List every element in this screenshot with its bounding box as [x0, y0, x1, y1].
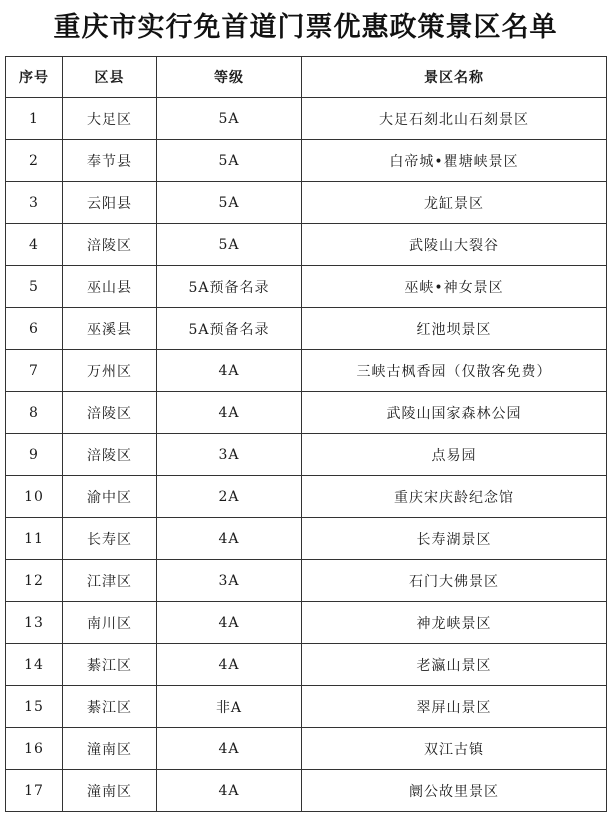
- column-header-district: 区县: [63, 57, 157, 98]
- table-row: [6, 140, 607, 182]
- column-header-scenic-name: 景区名称: [302, 57, 607, 98]
- table-row: [6, 392, 607, 434]
- grade-cell: 3A: [157, 434, 302, 476]
- table-row: [6, 182, 607, 224]
- grade-cell: 3A: [157, 560, 302, 602]
- grade-cell: 5A: [157, 140, 302, 182]
- scenic-name-cell: 红池坝景区: [302, 308, 607, 350]
- district-cell: 涪陵区: [63, 392, 157, 434]
- scenic-name-cell: 点易园: [302, 434, 607, 476]
- grade-cell: 5A: [157, 224, 302, 266]
- table-row: [6, 476, 607, 518]
- district-cell: 江津区: [63, 560, 157, 602]
- district-cell: 万州区: [63, 350, 157, 392]
- district-cell: 涪陵区: [63, 434, 157, 476]
- district-cell: 奉节县: [63, 140, 157, 182]
- column-header-number: 序号: [6, 57, 63, 98]
- district-cell: 云阳县: [63, 182, 157, 224]
- grade-cell: 5A: [157, 182, 302, 224]
- table-row: [6, 98, 607, 140]
- page-title: 重庆市实行免首道门票优惠政策景区名单: [53, 12, 558, 43]
- column-header-grade: 等级: [157, 57, 302, 98]
- grade-cell: 4A: [157, 602, 302, 644]
- table-row: [6, 602, 607, 644]
- scenic-name-cell: 巫峡•神女景区: [302, 266, 607, 308]
- district-cell: 巫山县: [63, 266, 157, 308]
- grade-cell: 4A: [157, 770, 302, 812]
- table-header-row: [6, 57, 607, 98]
- row-number-cell: 16: [6, 728, 63, 770]
- scenic-name-cell: 阛公故里景区: [302, 770, 607, 812]
- scenic-name-cell: 双江古镇: [302, 728, 607, 770]
- row-number-cell: 6: [6, 308, 63, 350]
- table-row: [6, 350, 607, 392]
- scenic-name-cell: 老瀛山景区: [302, 644, 607, 686]
- row-number-cell: 4: [6, 224, 63, 266]
- row-number-cell: 3: [6, 182, 63, 224]
- district-cell: 巫溪县: [63, 308, 157, 350]
- row-number-cell: 17: [6, 770, 63, 812]
- district-cell: 渝中区: [63, 476, 157, 518]
- scenic-spot-table: [5, 56, 607, 812]
- district-cell: 綦江区: [63, 644, 157, 686]
- scenic-name-cell: 长寿湖景区: [302, 518, 607, 560]
- row-number-cell: 14: [6, 644, 63, 686]
- district-cell: 南川区: [63, 602, 157, 644]
- scenic-name-cell: 白帝城•瞿塘峡景区: [302, 140, 607, 182]
- grade-cell: 4A: [157, 644, 302, 686]
- grade-cell: 5A预备名录: [157, 266, 302, 308]
- grade-cell: 5A: [157, 98, 302, 140]
- grade-cell: 非A: [157, 686, 302, 728]
- table-row: [6, 434, 607, 476]
- row-number-cell: 12: [6, 560, 63, 602]
- district-cell: 涪陵区: [63, 224, 157, 266]
- scenic-name-cell: 翠屏山景区: [302, 686, 607, 728]
- district-cell: 大足区: [63, 98, 157, 140]
- row-number-cell: 11: [6, 518, 63, 560]
- row-number-cell: 1: [6, 98, 63, 140]
- grade-cell: 5A预备名录: [157, 308, 302, 350]
- grade-cell: 4A: [157, 728, 302, 770]
- table-row: [6, 518, 607, 560]
- table-body: [6, 98, 607, 812]
- table-row: [6, 644, 607, 686]
- row-number-cell: 7: [6, 350, 63, 392]
- row-number-cell: 2: [6, 140, 63, 182]
- scenic-name-cell: 大足石刻北山石刻景区: [302, 98, 607, 140]
- table-row: [6, 686, 607, 728]
- grade-cell: 4A: [157, 350, 302, 392]
- grade-cell: 2A: [157, 476, 302, 518]
- table-row: [6, 308, 607, 350]
- row-number-cell: 13: [6, 602, 63, 644]
- district-cell: 潼南区: [63, 728, 157, 770]
- scenic-name-cell: 武陵山大裂谷: [302, 224, 607, 266]
- district-cell: 綦江区: [63, 686, 157, 728]
- table-row: [6, 224, 607, 266]
- table-row: [6, 728, 607, 770]
- row-number-cell: 5: [6, 266, 63, 308]
- scenic-name-cell: 石门大佛景区: [302, 560, 607, 602]
- table-row: [6, 770, 607, 812]
- district-cell: 长寿区: [63, 518, 157, 560]
- grade-cell: 4A: [157, 518, 302, 560]
- row-number-cell: 15: [6, 686, 63, 728]
- row-number-cell: 8: [6, 392, 63, 434]
- scenic-name-cell: 武陵山国家森林公园: [302, 392, 607, 434]
- row-number-cell: 10: [6, 476, 63, 518]
- scenic-name-cell: 三峡古枫香园（仅散客免费）: [302, 350, 607, 392]
- grade-cell: 4A: [157, 392, 302, 434]
- scenic-name-cell: 龙缸景区: [302, 182, 607, 224]
- scenic-name-cell: 重庆宋庆龄纪念馆: [302, 476, 607, 518]
- district-cell: 潼南区: [63, 770, 157, 812]
- table-row: [6, 266, 607, 308]
- row-number-cell: 9: [6, 434, 63, 476]
- table-row: [6, 560, 607, 602]
- scenic-name-cell: 神龙峡景区: [302, 602, 607, 644]
